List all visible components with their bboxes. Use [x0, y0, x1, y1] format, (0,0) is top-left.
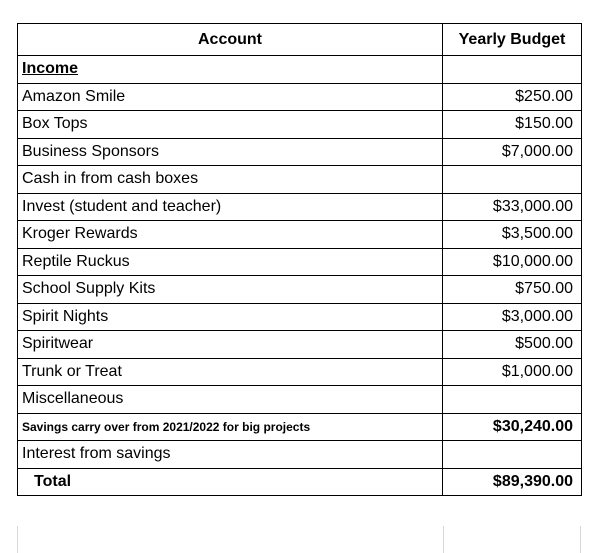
table-row	[18, 221, 582, 249]
budget-cell	[443, 166, 582, 194]
table-row	[18, 248, 582, 276]
budget-cell	[443, 386, 582, 414]
budget-cell: $500.00	[443, 331, 582, 359]
faint-gridlines-below-table	[17, 526, 581, 553]
budget-cell: $7,000.00	[443, 138, 582, 166]
account-cell: Spiritwear	[18, 331, 443, 359]
yearly-budget-column-header: Yearly Budget	[443, 24, 582, 56]
section-row-income	[18, 56, 582, 84]
interest-amount	[443, 441, 582, 469]
table-header-row	[18, 24, 582, 56]
account-cell: Box Tops	[18, 111, 443, 139]
total-amount: $89,390.00	[443, 468, 582, 496]
faint-right-edge	[580, 526, 581, 553]
budget-cell: $150.00	[443, 111, 582, 139]
account-cell: Kroger Rewards	[18, 221, 443, 249]
table-row	[18, 358, 582, 386]
total-row	[18, 468, 582, 496]
budget-cell: $250.00	[443, 83, 582, 111]
table-row	[18, 193, 582, 221]
account-cell: Spirit Nights	[18, 303, 443, 331]
account-cell: Invest (student and teacher)	[18, 193, 443, 221]
table-body	[18, 56, 582, 496]
savings-carry-row	[18, 413, 582, 441]
budget-cell: $3,000.00	[443, 303, 582, 331]
account-cell: Amazon Smile	[18, 83, 443, 111]
table-row	[18, 111, 582, 139]
budget-table	[17, 23, 582, 496]
account-cell: Trunk or Treat	[18, 358, 443, 386]
table-row	[18, 331, 582, 359]
table-row	[18, 276, 582, 304]
account-cell: Miscellaneous	[18, 386, 443, 414]
table-row	[18, 386, 582, 414]
budget-cell: $33,000.00	[443, 193, 582, 221]
budget-cell: $3,500.00	[443, 221, 582, 249]
account-cell: Business Sponsors	[18, 138, 443, 166]
interest-label: Interest from savings	[18, 441, 443, 469]
section-amount-empty	[443, 56, 582, 84]
table-row	[18, 166, 582, 194]
account-cell: School Supply Kits	[18, 276, 443, 304]
account-column-header: Account	[18, 24, 443, 56]
savings-carry-amount: $30,240.00	[443, 413, 582, 441]
budget-cell: $10,000.00	[443, 248, 582, 276]
faint-column-divider	[443, 526, 444, 553]
interest-row	[18, 441, 582, 469]
total-label: Total	[18, 468, 443, 496]
account-cell: Cash in from cash boxes	[18, 166, 443, 194]
savings-carry-label: Savings carry over from 2021/2022 for big projects	[18, 413, 443, 441]
table-row	[18, 83, 582, 111]
table-row	[18, 138, 582, 166]
section-label-income: Income	[18, 56, 443, 84]
account-cell: Reptile Ruckus	[18, 248, 443, 276]
budget-cell: $750.00	[443, 276, 582, 304]
budget-cell: $1,000.00	[443, 358, 582, 386]
table-row	[18, 303, 582, 331]
